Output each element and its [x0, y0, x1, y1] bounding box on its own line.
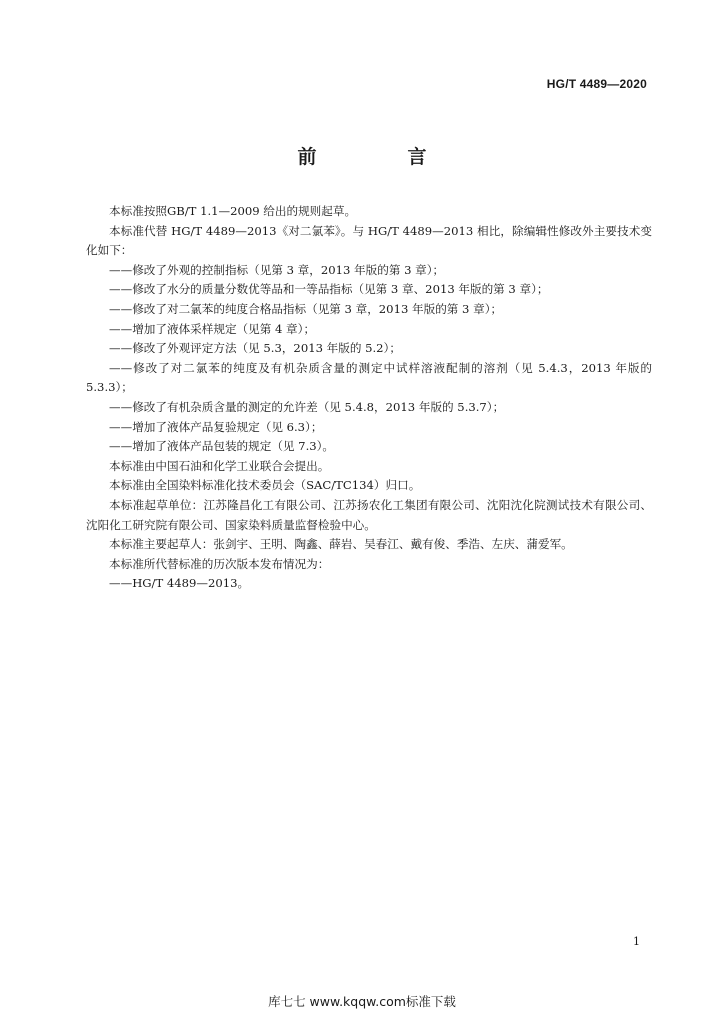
change-item: ——修改了对二氯苯的纯度合格品指标（见第 3 章，2013 年版的第 3 章）； — [109, 301, 503, 316]
change-item: ——修改了外观的控制指标（见第 3 章，2013 年版的第 3 章）； — [109, 262, 445, 277]
change-item: ——增加了液体产品包装的规定（见 7.3）。 — [109, 439, 335, 454]
change-item: ——修改了对二氯苯的纯度及有机杂质含量的测定中试样溶液配制的溶剂（见 5.4.3，2013 年版的 5.3.3）； — [86, 360, 652, 395]
paragraph-history-intro: 本标准所代替标准的历次版本发布情况为： — [109, 556, 330, 571]
paragraph-replacement: 本标准代替 HG/T 4489—2013《对二氯苯》。与 HG/T 4489—2013 相比，除编辑性修改外主要技术变化如下： — [86, 223, 652, 258]
page-number: 1 — [633, 935, 640, 948]
paragraph-proposer: 本标准由中国石油和化学工业联合会提出。 — [109, 458, 330, 473]
page-title: 前 言 — [297, 146, 463, 168]
standard-code: HG/T 4489—2020 — [546, 77, 647, 91]
history-item: ——HG/T 4489—2013。 — [109, 576, 250, 591]
paragraph-drafting-rules: 本标准按照GB/T 1.1—2009 给出的规则起草。 — [109, 204, 357, 218]
change-item: ——增加了液体产品复验规定（见 6.3）； — [109, 419, 323, 434]
change-item: ——修改了外观评定方法（见 5.3，2013 年版的 5.2）； — [109, 341, 401, 356]
change-item: ——修改了水分的质量分数优等品和一等品指标（见第 3 章、2013 年版的第 3 章）； — [109, 282, 549, 297]
change-item: ——修改了有机杂质含量的测定的允许差（见 5.4.8，2013 年版的 5.3.7）； — [109, 399, 505, 414]
paragraph-drafting-units: 本标准起草单位：江苏隆昌化工有限公司、江苏扬农化工集团有限公司、沈阳沈化院测试技术有限公司、沈阳化工研究院有限公司、国家染料质量监督检验中心。 — [86, 497, 652, 532]
paragraph-committee: 本标准由全国染料标准化技术委员会（SAC/TC134）归口。 — [109, 478, 421, 493]
footer-watermark: 库七七 www.kqqw.com标准下载 — [268, 994, 456, 1009]
foreword-body — [86, 202, 652, 594]
paragraph-drafters: 本标准主要起草人：张剑宇、王明、陶鑫、薛岩、吴春江、戴有俊、季浩、左庆、蒲爱军。 — [109, 537, 573, 552]
change-item: ——增加了液体采样规定（见第 4 章）； — [109, 321, 316, 336]
